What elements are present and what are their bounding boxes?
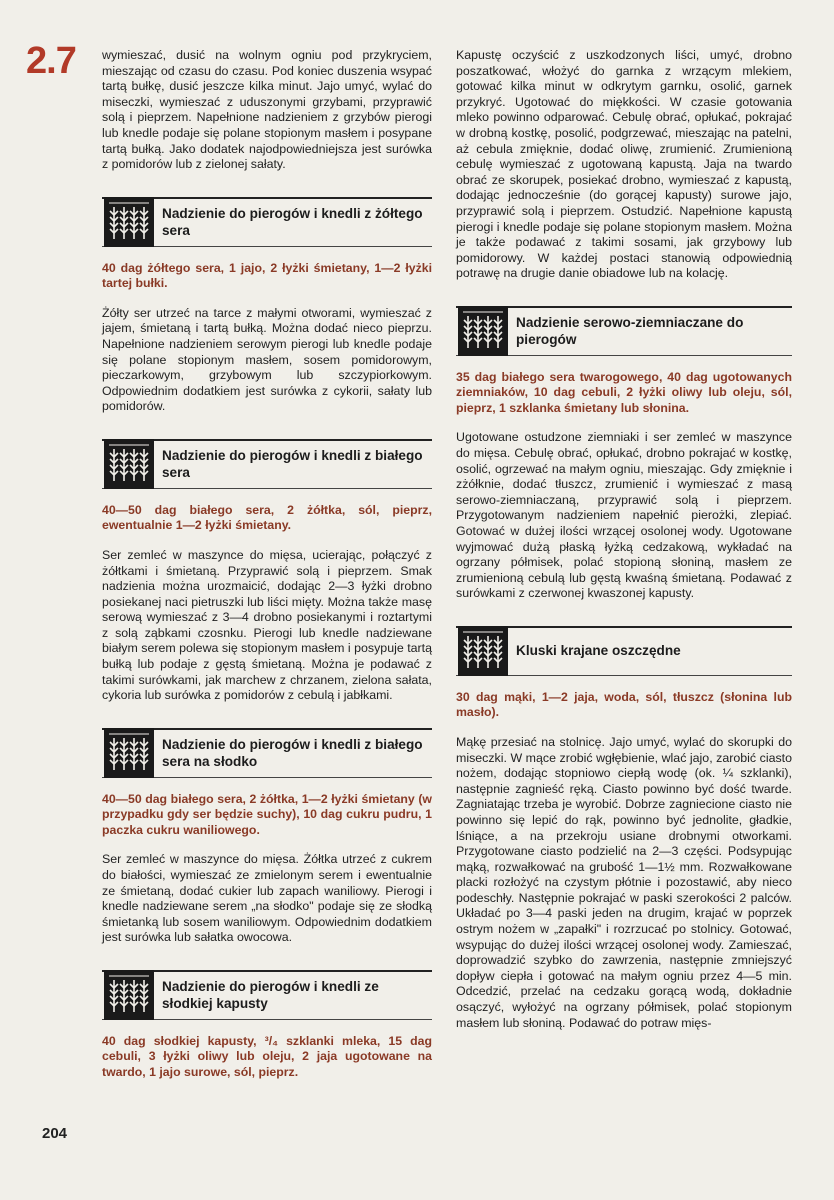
page-number: 204 <box>42 1125 68 1142</box>
recipe-title: Nadzienie do pierogów i knedli z białego sera na słodko <box>162 736 423 769</box>
recipe-sweet-cheese <box>102 728 432 946</box>
recipe-text: Żółty ser utrzeć na tarce z małymi otworami, wymieszać z jajem, śmietaną i tartą bułką. Można dodać nieco pieprzu. Napełnione nadzieniem serowym pierogi lub knedle podaje się polane stopionym masłem, sosem pomidorowym, pieczarkowym, grzybowym lub szczypiorkowym. Odpowiednim dodatkiem jest surówka z cykorii, sałaty lub pomidorów. <box>102 305 432 414</box>
wheat-icon <box>104 728 154 778</box>
recipe-header <box>456 626 792 676</box>
recipe-title: Kluski krajane oszczędne <box>516 642 681 658</box>
recipe-ingredients: 40—50 dag białego sera, 2 żółtka, 1—2 łyżki śmietany (w przypadku gdy ser będzie suchy), 10 dag cukru pudru, 1 paczka cukru waniliowego. <box>102 791 432 837</box>
cabbage-method-text: Kapustę oczyścić z uszkodzonych liści, umyć, drobno poszatkować, włożyć do garnka z wrzącym mlekiem, gotować kilka minut w odkrytym garnku, osolić, garnek przykryć. Ugotować do miękkości. W czasie gotowania mleko powinno odparować. Cebulę obrać, opłukać, pokrajać w drobną kostkę, posolić, podgrzewać, mieszając na patelni, aż cebula zmięknie, dodać oliwę, zrumienić. Zrumienioną cebulę wymieszać z ugotowaną kapustą. Jaja na twardo obrać ze skorupek, posiekać drobno, wymieszać z kapustą, dodając jednocześnie (do gorącej kapusty) surowe jajo, przyprawić solą i pieprzem. Ostudzić. Napełnione kapustą pierogi i knedle podaje się polane stopionym masłem. Można je także podawać z takimi sosami, jak grzybowy lub pomidorowy. W każdej postaci stanowią odpowiednią potrawę na drugie danie obiadowe lub na kolację. <box>456 48 792 281</box>
wheat-icon <box>104 197 154 247</box>
recipe-title: Nadzienie do pierogów i knedli z żółtego sera <box>162 205 423 238</box>
wheat-icon <box>458 306 508 356</box>
left-column <box>102 48 432 1094</box>
recipe-ingredients: 35 dag białego sera twarogowego, 40 dag ugotowanych ziemniaków, 10 dag cebuli, 2 łyżki oliwy lub oleju, sól, pieprz, 1 szklanka śmietany lub słonina. <box>456 369 792 415</box>
recipe-ingredients: 40 dag żółtego sera, 1 jajo, 2 łyżki śmietany, 1—2 łyżki tartej bułki. <box>102 260 432 291</box>
recipe-header <box>456 306 792 356</box>
recipe-text: Ser zemleć w maszynce do mięsa. Żółtka utrzeć z cukrem do białości, wymieszać ze zmielonym serem i ewentualnie ze śmietaną, dodać cukier lub zapach waniliowy. Pierogi i knedle nadziewane serem „na słodko" podaje się ze słodką śmietanką lub sosem waniliowym. Odpowiednim dodatkiem jest surówka lub sałatka owocowa. <box>102 852 432 945</box>
recipe-title: Nadzienie serowo-ziemniaczane do pierogów <box>516 314 744 347</box>
recipe-ingredients: 40—50 dag białego sera, 2 żółtka, sól, pieprz, ewentualnie 1—2 łyżki śmietany. <box>102 502 432 533</box>
recipe-title: Nadzienie do pierogów i knedli ze słodkiej kapusty <box>162 978 379 1011</box>
recipe-cut-noodles <box>456 626 792 1031</box>
recipe-yellow-cheese <box>102 197 432 415</box>
recipe-sweet-cabbage <box>102 970 432 1081</box>
wheat-icon <box>104 970 154 1020</box>
recipe-ingredients: 40 dag słodkiej kapusty, ³/₄ szklanki mleka, 15 dag cebuli, 3 łyżki oliwy lub oleju, 2 jaja ugotowane na twardo, 1 jajo surowe, sól, pieprz. <box>102 1033 432 1079</box>
recipe-header <box>102 970 432 1020</box>
recipe-white-cheese <box>102 439 432 704</box>
recipe-title: Nadzienie do pierogów i knedli z białego sera <box>162 447 423 480</box>
recipe-text: Ugotowane ostudzone ziemniaki i ser zemleć w maszynce do mięsa. Cebulę obrać, opłukać, drobno pokrajać w kostkę, osolić, ogrzewać na małym ogniu, mieszając. Gdy zmięknie i zżółknie, dodać tłuszcz, zrumienić i wymieszać z masą serowo-ziemniaczaną, przyprawić solą i pieprzem. Przygotowanym nadzieniem napełnić pierożki, zlepiać. Gotować w dużej ilości wrzącej osolonej wody. Ugotowane wyjmować dużą płaską łyżką cedzakową, wykładać na ogrzany półmisek, polać stopioną słoniną, masłem ze zrumienioną cebulą lub gęstą kwaśną śmietaną. Podawać z surówkami z czerwonej kwaszonej kapusty. <box>456 430 792 601</box>
recipe-cheese-potato <box>456 306 792 602</box>
recipe-text: Ser zemleć w maszynce do mięsa, ucierając, połączyć z żółtkami i śmietaną. Przyprawić solą i pieprzem. Smak nadzienia można urozmaicić, dodając 2—3 łyżki drobno posiekanej naci pietruszki lub liści mięty. Można także masę serową wymieszać z 3—4 drobno posiekanymi i roztartymi z solą ząbkami czosnku. Pierogi lub knedle nadziewane białym serem polewa się stopionym masłem i posypuje tartą bułką lub podaje z gęstą śmietaną. Można je podawać z takimi surówkami, jak marchew z chrzanem, zielona sałata, cykoria lub surówka z pomidorów z cebulą i jabłkami. <box>102 547 432 703</box>
recipe-ingredients: 30 dag mąki, 1—2 jaja, woda, sól, tłuszcz (słonina lub masło). <box>456 689 792 720</box>
recipe-text: Mąkę przesiać na stolnicę. Jajo umyć, wylać do skorupki do miseczki. W mące zrobić wgłębienie, wlać jajo, zarobić ciasto nożem, dodając stopniowo ciepłą wodę (ok. ¼ szklanki), następnie zagnieść ręką. Ciasto powinno być dość twarde. Zagniatając trzeba je wyrobić. Dobrze zagniecione ciasto nie powinno się lepić do rąk, powinno być jednolite, gładkie, lśniące, a na przekroju usiane drobnymi otworkami. Przygotowane ciasto podzielić na 2—3 części. Podsypując mąką, rozwałkować na grubość 1—1½ mm. Rozwałkowane placki rozłożyć na czystym płótnie i pozostawić, aby nieco podeschły. Następnie pokrajać w paski szerokości 2 palców. Układać po 3—4 paski jeden na drugim, krajać w poprzek ostrym nożem w „zapałki" i rozrzucać po stolnicy. Gotować, wsypując do dużej ilości wrzącej osolonej wody. Zamieszać, doprowadzić szybko do zawrzenia, następnie zmniejszyć dopływ ciepła i gotować na małym ogniu przez 4—5 min. Odcedzić, przelać na cedzaku gorącą wodą, dokładnie osączyć, wyłożyć na ogrzany półmisek, polać stopionym masłem lub słoniną. Podawać do potraw mięs- <box>456 734 792 1030</box>
right-column <box>456 48 792 1031</box>
chapter-number: 2.7 <box>26 40 76 82</box>
recipe-header <box>102 439 432 489</box>
wheat-icon <box>104 439 154 489</box>
recipe-header <box>102 197 432 247</box>
wheat-icon <box>458 626 508 676</box>
recipe-header <box>102 728 432 778</box>
intro-text: wymieszać, dusić na wolnym ogniu pod przykryciem, mieszając od czasu do czasu. Pod koniec duszenia wsypać tartą bułkę, dusić jeszcze kilka minut. Jajo umyć, wylać do miseczki, wymieszać z uduszonymi grzybami, przyprawić solą i pieprzem. Napełnione nadzieniem z grzybów pierogi lub knedle podaje się polane stopionym masłem i posypane tartą bułką. Jako dodatek najodpowiedniejsza jest surówka z pomidorów lub z zielonej sałaty. <box>102 48 432 172</box>
